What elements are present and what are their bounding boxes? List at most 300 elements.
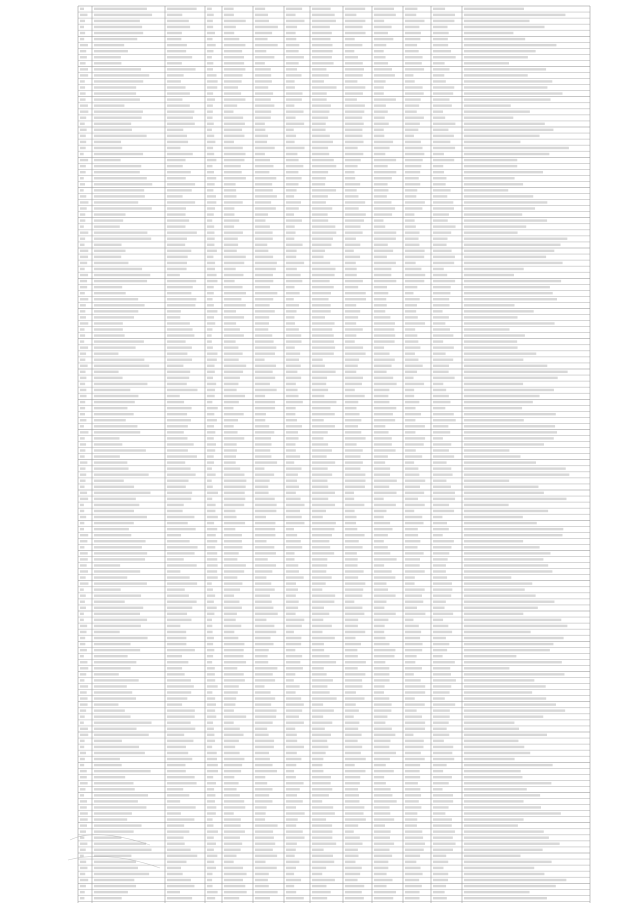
illegible-cell-text bbox=[312, 582, 326, 584]
illegible-cell-text bbox=[286, 697, 301, 699]
illegible-cell-text bbox=[224, 691, 238, 693]
illegible-cell-text bbox=[167, 516, 194, 518]
illegible-cell-text bbox=[464, 395, 540, 397]
illegible-cell-text bbox=[207, 256, 213, 258]
illegible-cell-text bbox=[80, 225, 84, 227]
illegible-cell-text bbox=[286, 510, 300, 512]
illegible-cell-text bbox=[94, 443, 122, 445]
illegible-cell-text bbox=[286, 473, 298, 475]
illegible-cell-text bbox=[207, 758, 217, 760]
illegible-cell-text bbox=[345, 607, 362, 609]
illegible-cell-text bbox=[464, 601, 554, 603]
illegible-cell-text bbox=[433, 201, 453, 203]
illegible-cell-text bbox=[207, 619, 212, 621]
illegible-cell-text bbox=[405, 74, 413, 76]
illegible-cell-text bbox=[464, 619, 561, 621]
illegible-cell-text bbox=[224, 443, 237, 445]
illegible-cell-text bbox=[94, 44, 124, 46]
illegible-cell-text bbox=[80, 794, 84, 796]
illegible-cell-text bbox=[312, 322, 335, 324]
illegible-cell-text bbox=[94, 540, 146, 542]
illegible-cell-text bbox=[224, 159, 244, 161]
illegible-cell-text bbox=[207, 304, 214, 306]
illegible-cell-text bbox=[207, 383, 216, 385]
illegible-cell-text bbox=[94, 225, 120, 227]
illegible-cell-text bbox=[224, 365, 246, 367]
illegible-cell-text bbox=[255, 601, 272, 603]
illegible-cell-text bbox=[374, 80, 386, 82]
illegible-cell-text bbox=[224, 377, 240, 379]
illegible-cell-text bbox=[464, 316, 518, 318]
illegible-cell-text bbox=[167, 231, 197, 233]
illegible-cell-text bbox=[433, 843, 456, 845]
illegible-cell-text bbox=[255, 292, 277, 294]
illegible-cell-text bbox=[374, 746, 389, 748]
illegible-cell-text bbox=[94, 334, 125, 336]
illegible-cell-text bbox=[464, 340, 517, 342]
illegible-cell-text bbox=[405, 625, 419, 627]
illegible-cell-text bbox=[224, 855, 237, 857]
illegible-cell-text bbox=[167, 728, 195, 730]
illegible-cell-text bbox=[464, 437, 554, 439]
illegible-cell-text bbox=[464, 286, 550, 288]
illegible-cell-text bbox=[207, 195, 216, 197]
illegible-cell-text bbox=[345, 117, 362, 119]
illegible-cell-text bbox=[433, 667, 450, 669]
illegible-cell-text bbox=[167, 359, 192, 361]
illegible-cell-text bbox=[433, 607, 445, 609]
illegible-cell-text bbox=[433, 407, 445, 409]
illegible-cell-text bbox=[255, 873, 269, 875]
illegible-cell-text bbox=[255, 661, 268, 663]
illegible-cell-text bbox=[374, 56, 386, 58]
illegible-cell-text bbox=[433, 14, 455, 16]
illegible-cell-text bbox=[94, 123, 131, 125]
illegible-cell-text bbox=[312, 855, 333, 857]
illegible-cell-text bbox=[80, 867, 87, 869]
illegible-cell-text bbox=[312, 274, 335, 276]
illegible-cell-text bbox=[374, 849, 390, 851]
illegible-cell-text bbox=[374, 298, 386, 300]
illegible-cell-text bbox=[255, 673, 273, 675]
illegible-cell-text bbox=[207, 159, 216, 161]
illegible-cell-text bbox=[80, 510, 84, 512]
illegible-cell-text bbox=[224, 897, 239, 899]
illegible-cell-text bbox=[374, 498, 384, 500]
illegible-cell-text bbox=[224, 715, 246, 717]
illegible-cell-text bbox=[207, 588, 213, 590]
illegible-cell-text bbox=[405, 492, 424, 494]
illegible-cell-text bbox=[405, 14, 416, 16]
illegible-cell-text bbox=[94, 280, 147, 282]
illegible-cell-text bbox=[286, 407, 296, 409]
illegible-cell-text bbox=[224, 147, 243, 149]
illegible-cell-text bbox=[345, 528, 357, 530]
illegible-cell-text bbox=[374, 280, 396, 282]
illegible-cell-text bbox=[80, 68, 88, 70]
illegible-cell-text bbox=[433, 98, 449, 100]
illegible-cell-text bbox=[433, 74, 444, 76]
illegible-cell-text bbox=[94, 667, 131, 669]
illegible-cell-text bbox=[345, 268, 357, 270]
illegible-cell-text bbox=[464, 510, 548, 512]
illegible-cell-text bbox=[345, 189, 357, 191]
illegible-cell-text bbox=[286, 794, 297, 796]
illegible-cell-text bbox=[80, 570, 88, 572]
illegible-cell-text bbox=[345, 298, 366, 300]
illegible-cell-text bbox=[374, 322, 395, 324]
illegible-cell-text bbox=[94, 56, 121, 58]
illegible-cell-text bbox=[312, 601, 334, 603]
illegible-cell-text bbox=[255, 861, 266, 863]
illegible-cell-text bbox=[207, 824, 213, 826]
illegible-cell-text bbox=[255, 576, 266, 578]
illegible-cell-text bbox=[374, 697, 389, 699]
illegible-cell-text bbox=[286, 62, 299, 64]
illegible-cell-text bbox=[167, 449, 188, 451]
illegible-cell-text bbox=[94, 879, 134, 881]
illegible-cell-text bbox=[433, 189, 451, 191]
illegible-cell-text bbox=[345, 68, 364, 70]
illegible-cell-text bbox=[405, 225, 416, 227]
illegible-cell-text bbox=[345, 340, 355, 342]
illegible-cell-text bbox=[433, 655, 443, 657]
illegible-cell-text bbox=[433, 855, 446, 857]
illegible-cell-text bbox=[207, 171, 214, 173]
illegible-cell-text bbox=[207, 752, 217, 754]
illegible-cell-text bbox=[94, 703, 118, 705]
illegible-cell-text bbox=[224, 764, 242, 766]
illegible-cell-text bbox=[167, 637, 186, 639]
illegible-cell-text bbox=[207, 413, 214, 415]
illegible-cell-text bbox=[312, 92, 327, 94]
illegible-cell-text bbox=[464, 298, 557, 300]
illegible-cell-text bbox=[345, 80, 357, 82]
illegible-cell-text bbox=[80, 728, 88, 730]
illegible-cell-text bbox=[464, 740, 518, 742]
illegible-cell-text bbox=[224, 280, 235, 282]
illegible-cell-text bbox=[433, 794, 453, 796]
illegible-cell-text bbox=[207, 419, 217, 421]
illegible-cell-text bbox=[94, 758, 120, 760]
illegible-cell-text bbox=[405, 588, 425, 590]
illegible-cell-text bbox=[345, 8, 365, 10]
illegible-cell-text bbox=[80, 486, 85, 488]
illegible-cell-text bbox=[405, 673, 414, 675]
illegible-cell-text bbox=[405, 679, 421, 681]
illegible-cell-text bbox=[286, 147, 305, 149]
illegible-cell-text bbox=[286, 715, 299, 717]
illegible-cell-text bbox=[312, 697, 337, 699]
illegible-cell-text bbox=[224, 752, 240, 754]
illegible-cell-text bbox=[405, 467, 418, 469]
illegible-cell-text bbox=[433, 673, 451, 675]
illegible-cell-text bbox=[255, 395, 265, 397]
illegible-cell-text bbox=[80, 473, 86, 475]
illegible-cell-text bbox=[433, 661, 455, 663]
illegible-cell-text bbox=[345, 346, 363, 348]
illegible-cell-text bbox=[464, 855, 520, 857]
illegible-cell-text bbox=[224, 340, 236, 342]
illegible-cell-text bbox=[433, 141, 450, 143]
illegible-cell-text bbox=[374, 637, 385, 639]
illegible-cell-text bbox=[345, 74, 363, 76]
illegible-cell-text bbox=[312, 153, 329, 155]
illegible-cell-text bbox=[207, 129, 212, 131]
illegible-cell-text bbox=[464, 849, 543, 851]
illegible-cell-text bbox=[255, 104, 274, 106]
illegible-cell-text bbox=[80, 262, 87, 264]
illegible-cell-text bbox=[167, 189, 192, 191]
illegible-cell-text bbox=[286, 655, 302, 657]
illegible-cell-text bbox=[94, 292, 126, 294]
illegible-cell-text bbox=[286, 897, 304, 899]
illegible-cell-text bbox=[312, 661, 336, 663]
illegible-cell-text bbox=[405, 262, 416, 264]
illegible-cell-text bbox=[207, 849, 214, 851]
illegible-cell-text bbox=[94, 697, 136, 699]
illegible-cell-text bbox=[167, 365, 183, 367]
illegible-cell-text bbox=[464, 885, 556, 887]
illegible-cell-text bbox=[80, 401, 85, 403]
illegible-cell-text bbox=[374, 455, 388, 457]
illegible-cell-text bbox=[286, 734, 297, 736]
illegible-cell-text bbox=[286, 129, 294, 131]
illegible-cell-text bbox=[286, 383, 296, 385]
illegible-cell-text bbox=[224, 770, 241, 772]
illegible-cell-text bbox=[207, 177, 216, 179]
illegible-cell-text bbox=[374, 776, 384, 778]
illegible-cell-text bbox=[80, 836, 84, 838]
illegible-cell-text bbox=[255, 20, 269, 22]
illegible-cell-text bbox=[374, 50, 384, 52]
illegible-cell-text bbox=[433, 213, 449, 215]
illegible-cell-text bbox=[255, 250, 268, 252]
illegible-cell-text bbox=[464, 80, 552, 82]
illegible-cell-text bbox=[374, 619, 388, 621]
illegible-cell-text bbox=[255, 655, 268, 657]
illegible-cell-text bbox=[286, 570, 299, 572]
illegible-cell-text bbox=[94, 219, 123, 221]
illegible-cell-text bbox=[286, 86, 295, 88]
illegible-cell-text bbox=[312, 534, 332, 536]
illegible-cell-text bbox=[167, 62, 182, 64]
illegible-cell-text bbox=[374, 183, 388, 185]
illegible-cell-text bbox=[433, 310, 443, 312]
illegible-cell-text bbox=[167, 147, 180, 149]
illegible-cell-text bbox=[374, 522, 390, 524]
illegible-cell-text bbox=[80, 56, 87, 58]
illegible-cell-text bbox=[255, 68, 271, 70]
illegible-cell-text bbox=[433, 594, 451, 596]
illegible-cell-text bbox=[464, 274, 514, 276]
illegible-cell-text bbox=[224, 110, 233, 112]
illegible-cell-text bbox=[405, 153, 424, 155]
illegible-cell-text bbox=[286, 219, 302, 221]
illegible-cell-text bbox=[374, 722, 385, 724]
illegible-cell-text bbox=[312, 419, 324, 421]
illegible-cell-text bbox=[207, 425, 214, 427]
illegible-cell-text bbox=[207, 340, 212, 342]
illegible-cell-text bbox=[312, 286, 334, 288]
illegible-cell-text bbox=[167, 334, 194, 336]
illegible-cell-text bbox=[405, 576, 415, 578]
illegible-cell-text bbox=[167, 250, 191, 252]
illegible-cell-text bbox=[345, 334, 356, 336]
illegible-cell-text bbox=[464, 110, 530, 112]
illegible-cell-text bbox=[255, 667, 277, 669]
illegible-cell-text bbox=[94, 86, 136, 88]
illegible-cell-text bbox=[433, 346, 454, 348]
illegible-cell-text bbox=[464, 734, 547, 736]
illegible-cell-text bbox=[345, 419, 361, 421]
illegible-cell-text bbox=[286, 44, 299, 46]
illegible-cell-text bbox=[405, 292, 413, 294]
illegible-cell-text bbox=[374, 667, 389, 669]
illegible-cell-text bbox=[80, 849, 86, 851]
illegible-cell-text bbox=[374, 564, 384, 566]
illegible-cell-text bbox=[405, 558, 420, 560]
illegible-cell-text bbox=[405, 867, 421, 869]
illegible-cell-text bbox=[167, 613, 187, 615]
illegible-cell-text bbox=[312, 849, 324, 851]
illegible-cell-text bbox=[167, 752, 188, 754]
illegible-cell-text bbox=[167, 316, 180, 318]
illegible-cell-text bbox=[167, 80, 181, 82]
illegible-cell-text bbox=[94, 286, 122, 288]
illegible-cell-text bbox=[433, 389, 446, 391]
illegible-cell-text bbox=[255, 316, 269, 318]
illegible-cell-text bbox=[464, 867, 534, 869]
illegible-cell-text bbox=[433, 195, 447, 197]
illegible-cell-text bbox=[405, 304, 417, 306]
illegible-cell-text bbox=[405, 510, 414, 512]
illegible-cell-text bbox=[312, 861, 334, 863]
illegible-cell-text bbox=[433, 129, 448, 131]
illegible-cell-text bbox=[345, 62, 363, 64]
illegible-cell-text bbox=[207, 244, 214, 246]
illegible-cell-text bbox=[94, 298, 138, 300]
illegible-cell-text bbox=[405, 32, 421, 34]
illegible-cell-text bbox=[405, 703, 425, 705]
illegible-cell-text bbox=[464, 794, 540, 796]
illegible-cell-text bbox=[255, 486, 268, 488]
illegible-cell-text bbox=[80, 92, 86, 94]
illegible-cell-text bbox=[80, 383, 85, 385]
illegible-cell-text bbox=[255, 322, 269, 324]
illegible-cell-text bbox=[433, 836, 453, 838]
illegible-cell-text bbox=[167, 649, 195, 651]
illegible-cell-text bbox=[312, 613, 329, 615]
illegible-cell-text bbox=[374, 286, 387, 288]
illegible-cell-text bbox=[207, 473, 216, 475]
illegible-cell-text bbox=[464, 359, 523, 361]
illegible-cell-text bbox=[255, 855, 277, 857]
illegible-cell-text bbox=[464, 135, 540, 137]
illegible-cell-text bbox=[224, 14, 234, 16]
illegible-cell-text bbox=[167, 165, 183, 167]
illegible-cell-text bbox=[312, 389, 328, 391]
illegible-cell-text bbox=[405, 461, 414, 463]
illegible-cell-text bbox=[94, 425, 137, 427]
illegible-cell-text bbox=[207, 207, 215, 209]
illegible-cell-text bbox=[433, 286, 451, 288]
illegible-cell-text bbox=[464, 231, 518, 233]
illegible-cell-text bbox=[94, 752, 145, 754]
illegible-cell-text bbox=[405, 165, 421, 167]
illegible-cell-text bbox=[464, 643, 553, 645]
illegible-cell-text bbox=[464, 582, 532, 584]
illegible-cell-text bbox=[80, 540, 87, 542]
illegible-cell-text bbox=[345, 649, 357, 651]
illegible-cell-text bbox=[405, 619, 413, 621]
illegible-cell-text bbox=[94, 189, 144, 191]
illegible-cell-text bbox=[405, 38, 420, 40]
illegible-cell-text bbox=[345, 38, 355, 40]
illegible-cell-text bbox=[255, 56, 274, 58]
illegible-cell-text bbox=[374, 709, 391, 711]
illegible-cell-text bbox=[345, 625, 358, 627]
illegible-cell-text bbox=[224, 649, 244, 651]
illegible-cell-text bbox=[464, 897, 547, 899]
illegible-cell-text bbox=[94, 516, 147, 518]
illegible-cell-text bbox=[312, 159, 334, 161]
illegible-cell-text bbox=[80, 594, 86, 596]
illegible-cell-text bbox=[224, 806, 245, 808]
illegible-cell-text bbox=[433, 728, 447, 730]
illegible-cell-text bbox=[286, 673, 295, 675]
illegible-cell-text bbox=[167, 395, 180, 397]
illegible-cell-text bbox=[312, 800, 322, 802]
illegible-cell-text bbox=[464, 576, 511, 578]
illegible-cell-text bbox=[374, 431, 389, 433]
illegible-cell-text bbox=[224, 62, 244, 64]
illegible-cell-text bbox=[374, 601, 386, 603]
illegible-cell-text bbox=[224, 836, 240, 838]
illegible-cell-text bbox=[255, 643, 274, 645]
illegible-cell-text bbox=[207, 564, 218, 566]
illegible-cell-text bbox=[224, 788, 237, 790]
illegible-cell-text bbox=[224, 703, 235, 705]
illegible-cell-text bbox=[80, 703, 88, 705]
illegible-cell-text bbox=[207, 855, 217, 857]
illegible-cell-text bbox=[312, 352, 334, 354]
illegible-cell-text bbox=[167, 225, 185, 227]
illegible-cell-text bbox=[464, 334, 525, 336]
illegible-cell-text bbox=[94, 129, 132, 131]
illegible-cell-text bbox=[80, 764, 84, 766]
illegible-cell-text bbox=[405, 649, 422, 651]
illegible-cell-text bbox=[433, 643, 449, 645]
illegible-cell-text bbox=[80, 328, 85, 330]
illegible-cell-text bbox=[433, 62, 445, 64]
illegible-cell-text bbox=[345, 534, 365, 536]
illegible-cell-text bbox=[433, 8, 445, 10]
illegible-cell-text bbox=[80, 455, 85, 457]
illegible-cell-text bbox=[255, 413, 266, 415]
illegible-cell-text bbox=[224, 383, 238, 385]
illegible-cell-text bbox=[167, 129, 183, 131]
illegible-cell-text bbox=[374, 546, 388, 548]
illegible-cell-text bbox=[94, 788, 135, 790]
illegible-cell-text bbox=[433, 171, 444, 173]
illegible-cell-text bbox=[255, 244, 267, 246]
illegible-cell-text bbox=[312, 443, 328, 445]
illegible-cell-text bbox=[94, 8, 147, 10]
illegible-cell-text bbox=[224, 262, 244, 264]
illegible-cell-text bbox=[374, 32, 388, 34]
illegible-cell-text bbox=[286, 649, 295, 651]
